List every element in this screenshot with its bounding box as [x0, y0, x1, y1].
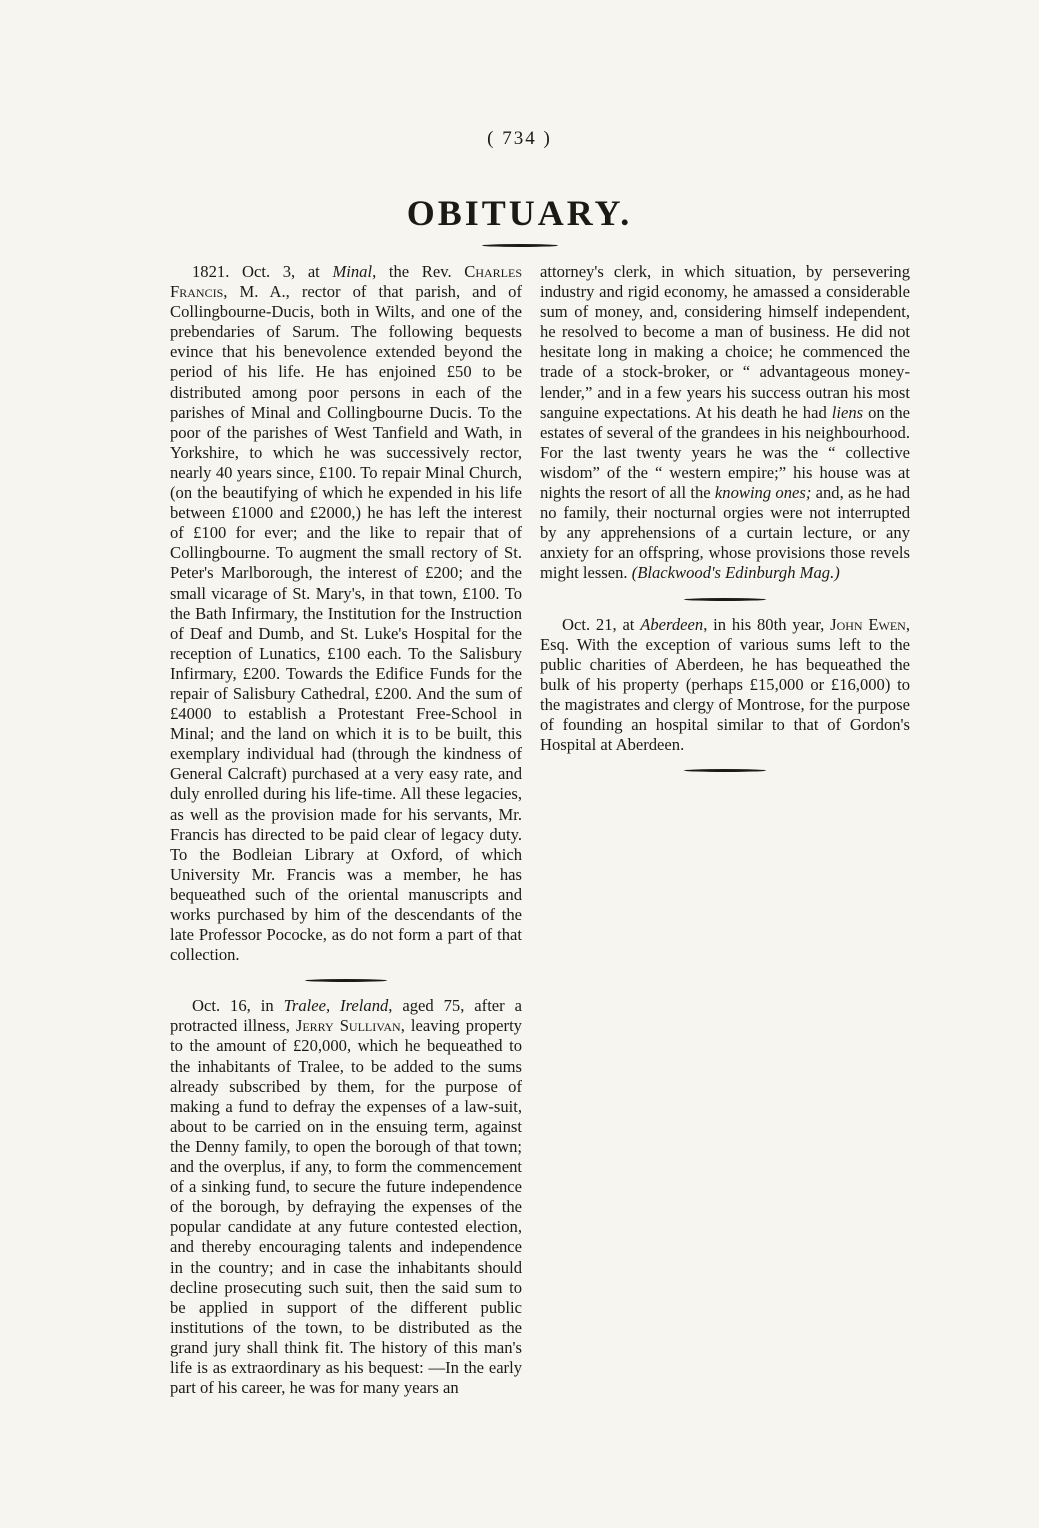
entry-separator — [684, 598, 766, 601]
obituary-entry-ewen — [540, 615, 910, 756]
entry-name: John Ewen — [830, 614, 906, 634]
entry-lead: Oct. 21, at — [562, 614, 641, 634]
obituary-entry-sullivan — [170, 996, 522, 1398]
entry-source: (Blackwood's Edinburgh Mag.) — [631, 563, 840, 583]
page-number: ( 734 ) — [487, 128, 552, 149]
entry-name: Jerry Sullivan — [295, 1016, 401, 1036]
entry-mid: , in his 80th year, — [703, 614, 831, 634]
entry-lead: 1821. Oct. 3, at — [192, 262, 333, 281]
entry-text: and, as he had no family, their nocturnal orgies were not interrupted by any apprehensions of a curtain lecture, or any anxiety for an offspring, whose provisions those revels might lessen. — [540, 483, 910, 583]
entry-mid: , the Rev. — [372, 262, 465, 281]
title-rule — [482, 244, 558, 247]
entry-emphasis-knowing: knowing ones; — [714, 483, 812, 503]
entry-emphasis-liens: liens — [831, 402, 864, 422]
entry-lead: Oct. 16, in — [192, 996, 284, 1016]
entry-text: , M. A., rector of that parish, and of Collingbourne-Ducis, both in Wilts, and one of the prebendaries of Sarum. The following bequests evince that his benevolence extended beyond the period of his life. He has enjoined £50 to be distributed among poor persons in each of the parishes of Minal and Collingbourne Ducis. To the poor of the parishes of West Tanfield and Wath, in Yorkshire, to which he was successively rector, nearly 40 years since, £100. To repair Minal Church, (on the beautifying of which he expended in his life between £1000 and £2000,) he has left the interest of £100 for ever; and the like to repair that of Collingbourne. To augment the small rectory of St. Peter's Marlborough, the interest of £200; and the small vicarage of St. Mary's, in that town, £100. To the Bath Infirmary, the Institution for the Instruction of Deaf and Dumb, and St. Luke's Hospital for the reception of Lunatics, £100 each. To the Salisbury Infirmary, £200. Towards the Edifice Funds for the repair of Salisbury Cathedral, £200. And the sum of £4000 to establish a Protestant Free-School in Minal; and the land on which it is to be built, this exemplary individual had (through the kindness of General Calcraft) purchased at a very easy rate, and duly enrolled during his life-time. All these legacies, as well as the provision made for his servants, Mr. Francis has directed to be paid clear of legacy duty. To the Bodleian Library at Oxford, of which University Mr. Francis was a member, he has bequeathed such of the oriental manuscripts and works purchased by him of the descendants of the late Professor Pococke, as do not form a part of that collection. — [170, 282, 522, 965]
right-column — [540, 262, 910, 786]
entry-text: , Esq. With the exception of various sums left to the public charities of Aberdeen, he has bequeathed the bulk of his property (perhaps £15,000 or £16,000) to the magistrates and clergy of Montrose, for the purpose of founding an hospital similar to that of Gordon's Hospital at Aberdeen. — [540, 614, 911, 755]
entry-text: attorney's clerk, in which situation, by persevering industry and rigid economy, he amassed a considerable sum of money, and, considering himself independent, he resolved to become a man of business. He did not hesitate long in making a choice; he commenced the trade of a stock-broker, or “ advantageous money-lender,” and in a few years his success outran his most sanguine expectations. At his death he had — [540, 262, 910, 422]
end-separator — [684, 769, 766, 772]
entry-mid: , aged 75, after a protracted illness, — [170, 996, 522, 1036]
page-title: OBITUARY. — [406, 193, 633, 233]
entry-separator — [305, 979, 387, 982]
obituary-entry-sullivan-continued — [540, 262, 910, 584]
obituary-entry-francis — [170, 262, 522, 965]
entry-name: Charles Francis — [170, 262, 522, 302]
entry-place: Tralee, Ireland — [283, 996, 389, 1016]
entry-place: Minal — [332, 262, 373, 281]
left-column — [170, 262, 522, 1398]
entry-text: on the estates of several of the grandees in his neighbourhood. For the last twenty years he was the “ collective wisdom” of the “ western empire;” his house was at nights the resort of all the — [540, 402, 910, 503]
entry-place: Aberdeen — [640, 614, 704, 634]
entry-text: , leaving property to the amount of £20,000, which he bequeathed to the inhabitants of Tralee, to be added to the sums already subscribed by them, for the purpose of making a fund to defray the expenses of a law-suit, about to be carried on in the ensuing term, against the Denny family, to open the borough of that town; and the overplus, if any, to form the commencement of a sinking fund, to secure the future independence of the borough, by defraying the expenses of the popular candidate at any future contested election, and thereby encouraging talents and independence in the country; and in case the inhabitants should decline prosecuting such suit, then the said sum to be applied in support of the different public institutions of the town, to be distributed as the grand jury shall think fit. The history of this man's life is as extraordinary as his bequest: —In the early part of his career, he was for many years an — [170, 1016, 522, 1398]
